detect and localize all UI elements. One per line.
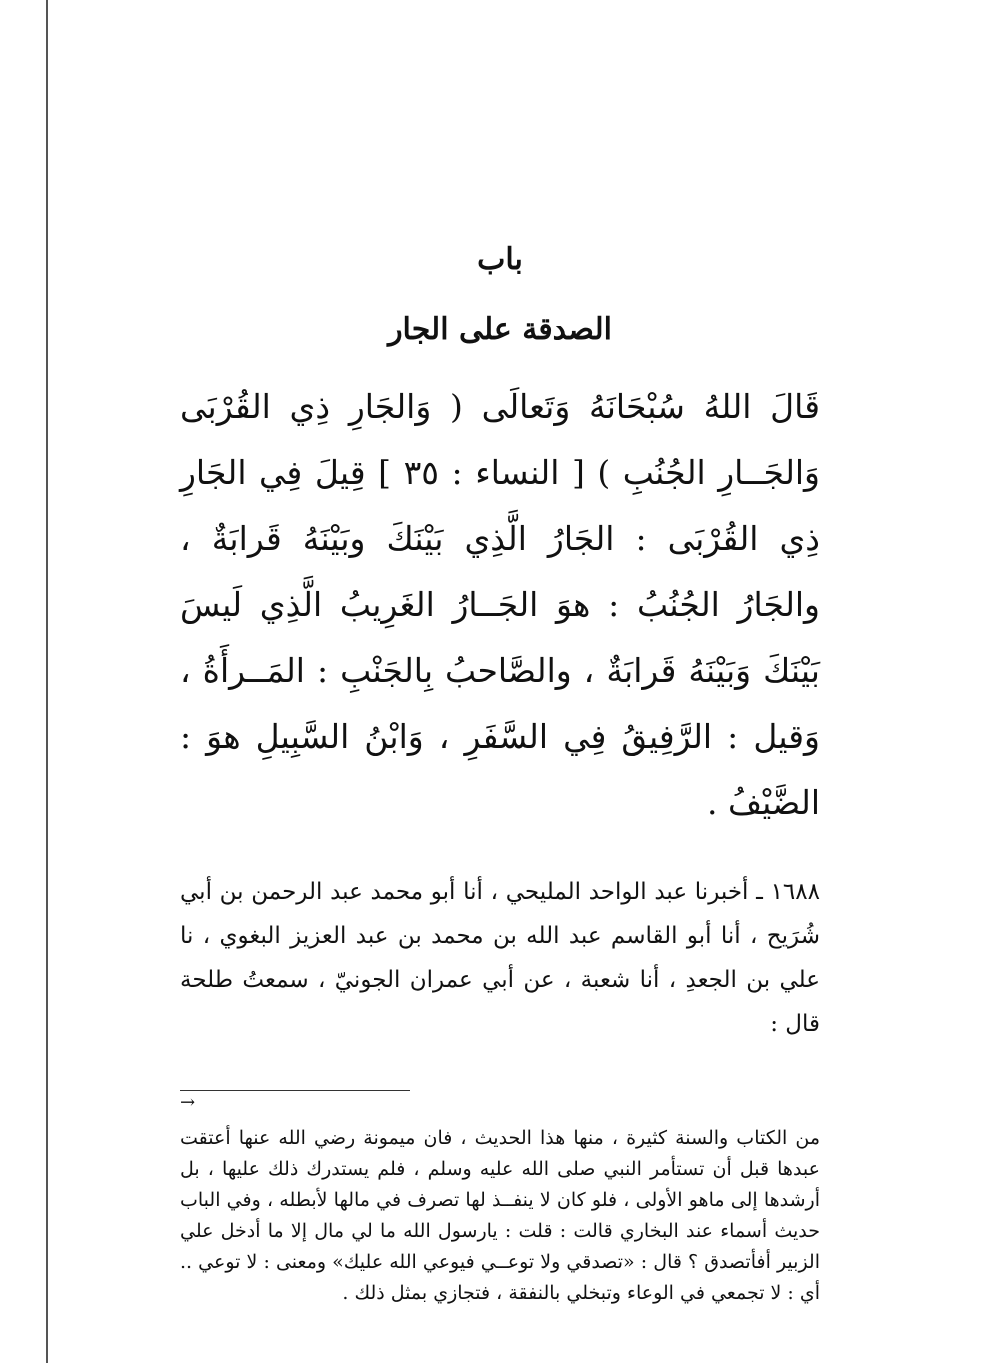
footnote-divider bbox=[180, 1090, 410, 1091]
chapter-title: الصدقة على الجار bbox=[388, 312, 612, 347]
book-page bbox=[180, 240, 820, 1309]
footnote-text: من الكتاب والسنة كثيرة ، منها هذا الحديث ، فان ميمونة رضي الله عنها أعتقت عبدها قبل أن تستأمر النبي صلى الله عليه وسلم ، فلم يستدرك ذلك عليها ، بل أرشدها إلى ماهو الأولى ، فلو كان لا ينفــذ لها تصرف في مالها لأبطله ، وفي الباب حديث أسماء عند البخاري قالت : قلت : يارسول الله ما لي مال إلا ما أدخل علي الزبير أفأتصدق ؟ قال : «تصدقي ولا توعــي فيوعي الله عليك» ومعنى : لا توعي .. أي : لا تجمعي في الوعاء وتبخلي بالنفقة ، فتجازي بمثل ذلك . bbox=[180, 1127, 820, 1304]
quran-commentary-paragraph: قَالَ اللهُ سُبْحَانَهُ وَتَعالَى ( وَالجَارِ ذِي القُرْبَى وَالجَــارِ الجُنُبِ ) [ النساء : ٣٥ ] قِيلَ فِي الجَارِ ذِي القُرْبَى : الجَارُ الَّذِي بَيْنَكَ وبَيْنَهُ قَرابَةٌ ، والجَارُ الجُنُبُ : هوَ الجَــارُ الغَرِيبُ الَّذِي لَيسَ بَيْنَكَ وَبَيْنَهُ قَرابَةٌ ، والصَّاحبُ بِالجَنْبِ : المَــرأَةُ ، وَقيل : الرَّفِيقُ فِي السَّفَرِ ، وَابْنُ السَّبِيلِ هوَ : الضَّيْفُ . bbox=[180, 387, 820, 822]
chapter-label: باب bbox=[477, 242, 523, 277]
footnote-continuation-arrow-icon: → bbox=[180, 1092, 196, 1113]
hadith-chain-paragraph: ١٦٨٨ ـ أخبرنا عبد الواحد المليحي ، أنا أبو محمد عبد الرحمن بن أبي شُرَيح ، أنا أبو القاسم عبد الله بن محمد بن عبد العزيز البغوي ، نا علي بن الجعدِ ، أنا شعبة ، عن أبي عمران الجونيّ ، سمعتُ طلحة قال : bbox=[180, 879, 820, 1037]
page-edge-rule bbox=[46, 0, 48, 1363]
